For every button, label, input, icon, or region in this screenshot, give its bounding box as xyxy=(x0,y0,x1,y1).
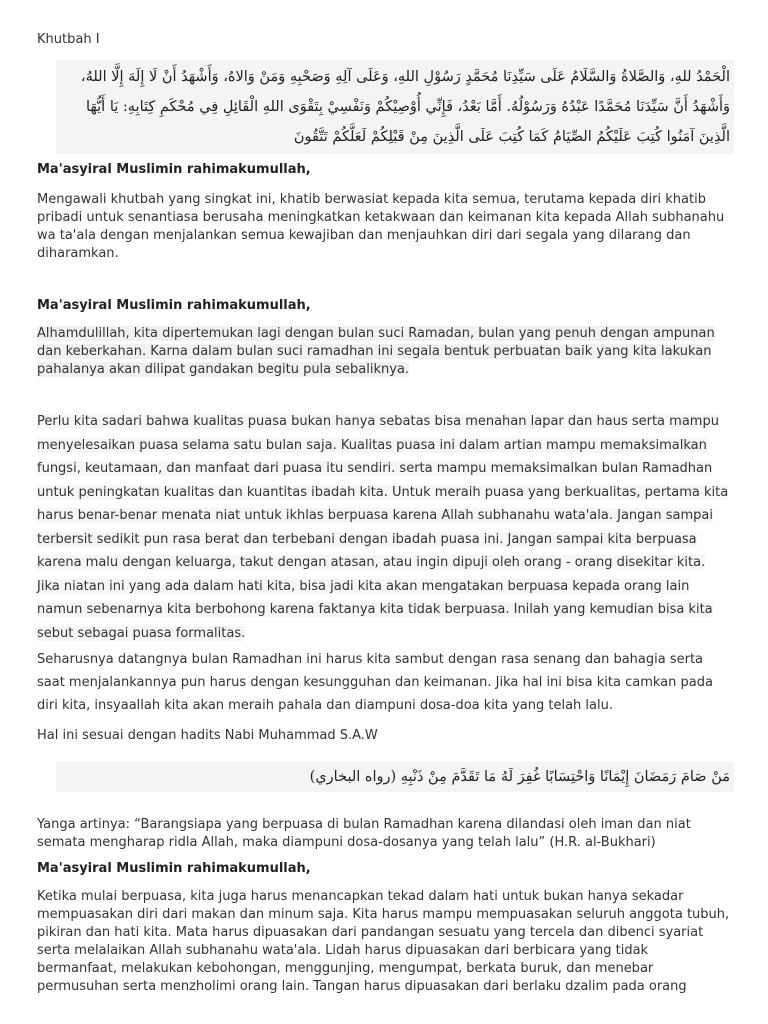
paragraph-6: Yanga artinya: “Barangsiapa yang berpuasa di bulan Ramadhan karena dilandasi oleh iman dan niat semata mengharap ridla Allah, maka diampuni dosa-dosanya yang telah lalu” (H.R. al-Bukhari) xyxy=(37,817,691,850)
arabic-opening: الْحَمْدُ للهِ، وَالصَّلاةُ وَالسَّلَامُ عَلَى سَيِّدِنَا مُحَمَّدٍ رَسُوْلِ اللهِ، وَعَلَى آلِهِ وَصَحْبِهِ وَمَنْ وَالاهُ، وَأَشْهَدُ أَنْ لَا إِلَهَ إِلَّا اللهُ، وَأَشْهَدُ أَنَّ سَيِّدَنَا مُحَمَّدًا عَبْدُهُ وَرَسُوْلُهُ. أَمَّا بَعْدُ، فَإِنِّي أُوْصِيْكُمْ وَنَفْسِيْ بِتَقْوَى اللهِ الْقَائِلِ فِي مُحْكَمِ كِتَابِهِ: يَا أَيُّهَا الَّذِينَ آمَنُوا كُتِبَ عَلَيْكُمُ الصِّيَامُ كَمَا كُتِبَ عَلَى الَّذِينَ مِنْ قَبْلِكُمْ لَعَلَّكُمْ تَتَّقُونَ xyxy=(56,60,734,154)
arabic-hadith: مَنْ صَامَ رَمَضَانَ إِيْمَانًا وَاحْتِسَابًا غُفِرَ لَهُ مَا تَقَدَّمَ مِنْ ذَنْبِهِ (رواه البخاري) xyxy=(56,762,734,792)
paragraph-3-text: Perlu kita sadari bahwa kualitas puasa bukan hanya sebatas bisa menahan lapar dan haus serta mampu menyelesaikan puasa selama satu bulan saja. Kualitas puasa ini dalam artian mampu memaksimalkan fungsi, keutamaan, dan manfaat dari puasa itu sendiri. serta mampu memaksimalkan bulan Ramadhan untuk peningkatan kualitas dan kuantitas ibadah kita. Untuk meraih puasa yang berkualitas, pertama kita harus benar-benar menata niat untuk ikhlas berpuasa karena Allah subhanahu wata'ala. Jangan sampai terbersit sedikit pun rasa berat dan terbebani dengan ibadah puasa ini. Jangan sampai kita berpuasa karena malu dengan keluarga, takut dengan atasan, atau ingin dipuji oleh orang - orang disekitar kita. Jika niatan ini yang ada dalam hati kita, bisa jadi kita akan mengatakan berpuasa kepada orang lain namun sebenarnya kita berbohong karena faktanya kita tidak berpuasa. Inilah yang kemudian bisa kita sebut sebagai puasa formalitas. xyxy=(37,414,729,641)
salutation-2: Ma'asyiral Muslimin rahimakumullah, xyxy=(37,298,311,313)
paragraph-4: Seharusnya datangnya bulan Ramadhan ini harus kita sambut dengan rasa senang dan bahagia serta saat menjalankannya pun harus dengan kesungguhan dan keimanan. Jika hal ini bisa kita camkan pada diri kita, insyaallah kita akan meraih pahala dan diampuni dosa-doa kita yang telah lalu. xyxy=(37,652,713,713)
paragraph-7: Ketika mulai berpuasa, kita juga harus menancapkan tekad dalam hati untuk bukan hanya sekadar mempuasakan diri dari makan dan minum saja. Kita harus mampu mempuasakan seluruh anggota tubuh, pikiran dan hati kita. Mata harus dipuasakan dari pandangan sesuatu yang tercela dan dibenci syariat serta melalaikan Allah subhanahu wata'ala. Lidah harus dipuasakan dari berbicara yang tidak bermanfaat, melakukan kebohongan, menggunjing, mengumpat, berkata buruk, dan menebar permusuhan serta menzholimi orang lain. Tangan harus dipuasakan dari berlaku dzalim pada orang xyxy=(37,889,730,994)
paragraph-2-text: Alhamdulillah, kita dipertemukan lagi dengan bulan suci Ramadan, bulan yang penuh dengan ampunan dan keberkahan. Karna dalam bulan suci ramadhan ini segala bentuk perbuatan baik yang kita lakukan pahalanya akan dilipat gandakan begitu pula sebaliknya. xyxy=(37,326,715,377)
arabic-hadith-text xyxy=(56,762,734,792)
paragraph-3 xyxy=(37,410,732,645)
arabic-opening-text xyxy=(56,60,734,154)
paragraph-2 xyxy=(37,325,732,379)
salutation-3: Ma'asyiral Muslimin rahimakumullah, xyxy=(37,861,311,876)
section-title: Khutbah I xyxy=(37,32,100,47)
paragraph-1: Mengawali khutbah yang singkat ini, khatib berwasiat kepada kita semua, terutama kepada diri khatib pribadi untuk senantiasa berusaha meningkatkan ketakwaan dan keimanan kita kepada Allah subhanahu wa ta'ala dengan menjalankan semua kewajiban dan menjauhkan diri dari segala yang dilarang dan diharamkan. xyxy=(37,192,725,261)
salutation-1: Ma'asyiral Muslimin rahimakumullah, xyxy=(37,162,311,177)
paragraph-5: Hal ini sesuai dengan hadits Nabi Muhammad S.A.W xyxy=(37,728,378,743)
